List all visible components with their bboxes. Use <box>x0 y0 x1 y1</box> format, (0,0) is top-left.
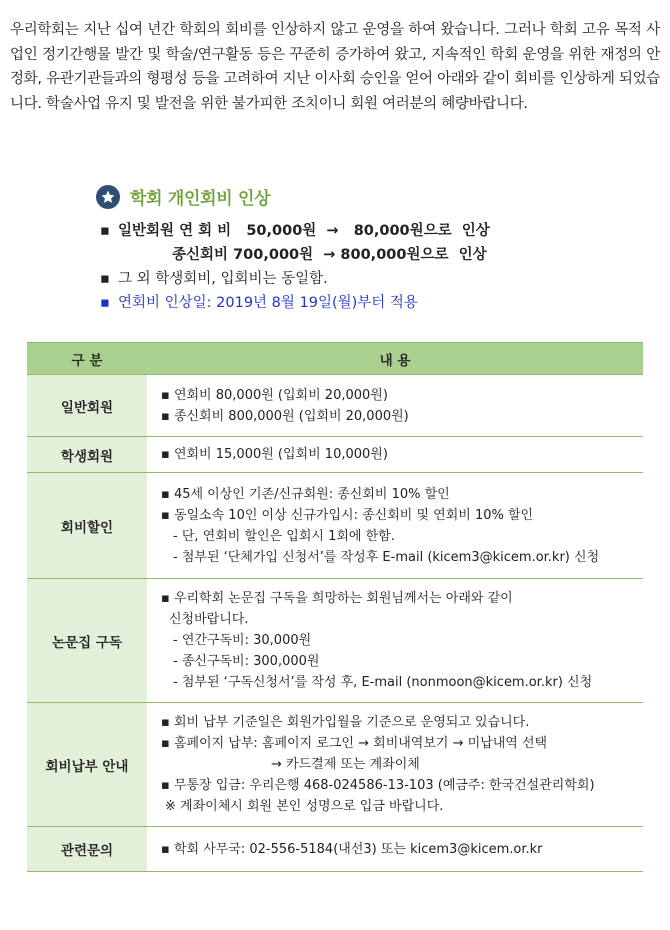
notice-title: 학회 개인회비 인상 <box>130 189 271 209</box>
row-category: 관련문의 <box>27 827 147 872</box>
row-category: 학생회원 <box>27 437 147 473</box>
notice-item-effective-date: ▪ 연회비 인상일: 2019년 8월 19일(월)부터 적용 <box>100 295 418 311</box>
fee-increase-notice <box>96 184 490 315</box>
row-category: 논문집 구독 <box>27 579 147 703</box>
row-category: 일반회원 <box>27 375 147 437</box>
notice-item-other-fees: ▪ 그 외 학생회비, 입회비는 동일함. <box>100 271 328 287</box>
row-details: ▪ 회비 납부 기준일은 회원가입월을 기준으로 운영되고 있습니다. ▪ 홈페이지 납부: 홈페이지 로그인 → 회비내역보기 → 미납내역 선택 → 카드결제 또는 계좌이체 ▪ 무통장 입금: 우리은행 468-024586-13-103 (예금주: 한국건설관리학회) ※ 계좌이체시 회원 본인 성명으로 입금 바랍니다. <box>147 703 643 827</box>
table-row <box>27 375 643 437</box>
notice-heading <box>96 184 490 209</box>
row-details: ▪ 연회비 80,000원 (입회비 20,000원) ▪ 종신회비 800,000원 (입회비 20,000원) <box>147 375 643 437</box>
header-content: 내 용 <box>147 343 643 375</box>
intro-paragraph: 우리학회는 지난 십여 년간 학회의 회비를 인상하지 않고 운영을 하여 왔습니다. 그러나 학회 고유 목적 사업인 정기간행물 발간 및 학술/연구활동 등은 꾸준히 증가하여 왔고, 지속적인 학회 운영을 위한 재정의 안정화, 유관기관들과의 형평성 등을 고려하여 지난 이사회 승인을 얻어 아래와 같이 회비를 인상하게 되었습니다. 학술사업 유지 및 발전을 위한 불가피한 조치이니 회원 여러분의 혜량바랍니다. <box>10 22 660 112</box>
row-details: ▪ 학회 사무국: 02-556-5184(내선3) 또는 kicem3@kicem.or.kr <box>147 827 643 872</box>
row-category: 회비납부 안내 <box>27 703 147 827</box>
header-category: 구 분 <box>27 343 147 375</box>
table-row <box>27 703 643 827</box>
row-details: ▪ 45세 이상인 기존/신규회원: 종신회비 10% 할인 ▪ 동일소속 10인 이상 신규가입시: 종신회비 및 연회비 10% 할인 - 단, 연회비 할인은 입회시 1회에 한함. - 첨부된 ‘단체가입 신청서’를 작성후 E-mail (kicem3@kicem.or.kr) 신청 <box>147 473 643 579</box>
notice-item-lifetime-fee: 종신회비 700,000원 → 800,000원으로 인상 <box>172 247 487 263</box>
notice-item-regular-fee: ▪ 일반회원 연 회 비 50,000원 → 80,000원으로 인상 <box>100 223 490 239</box>
table-header-row <box>27 343 643 375</box>
fee-table <box>27 342 643 872</box>
table-row <box>27 579 643 703</box>
table-row <box>27 437 643 473</box>
row-category: 회비할인 <box>27 473 147 579</box>
row-details: ▪ 연회비 15,000원 (입회비 10,000원) <box>147 437 643 473</box>
star-icon <box>96 185 120 209</box>
row-details: ▪ 우리학회 논문집 구독을 희망하는 회원님께서는 아래와 같이 신청바랍니다. - 연간구독비: 30,000원 - 종신구독비: 300,000원 - 첨부된 ‘구독신청서’를 작성 후, E-mail (nonmoon@kicem.or.kr) 신청 <box>147 579 643 703</box>
table-row <box>27 473 643 579</box>
notice-list <box>96 219 490 315</box>
table-row <box>27 827 643 872</box>
intro-section <box>10 18 660 116</box>
